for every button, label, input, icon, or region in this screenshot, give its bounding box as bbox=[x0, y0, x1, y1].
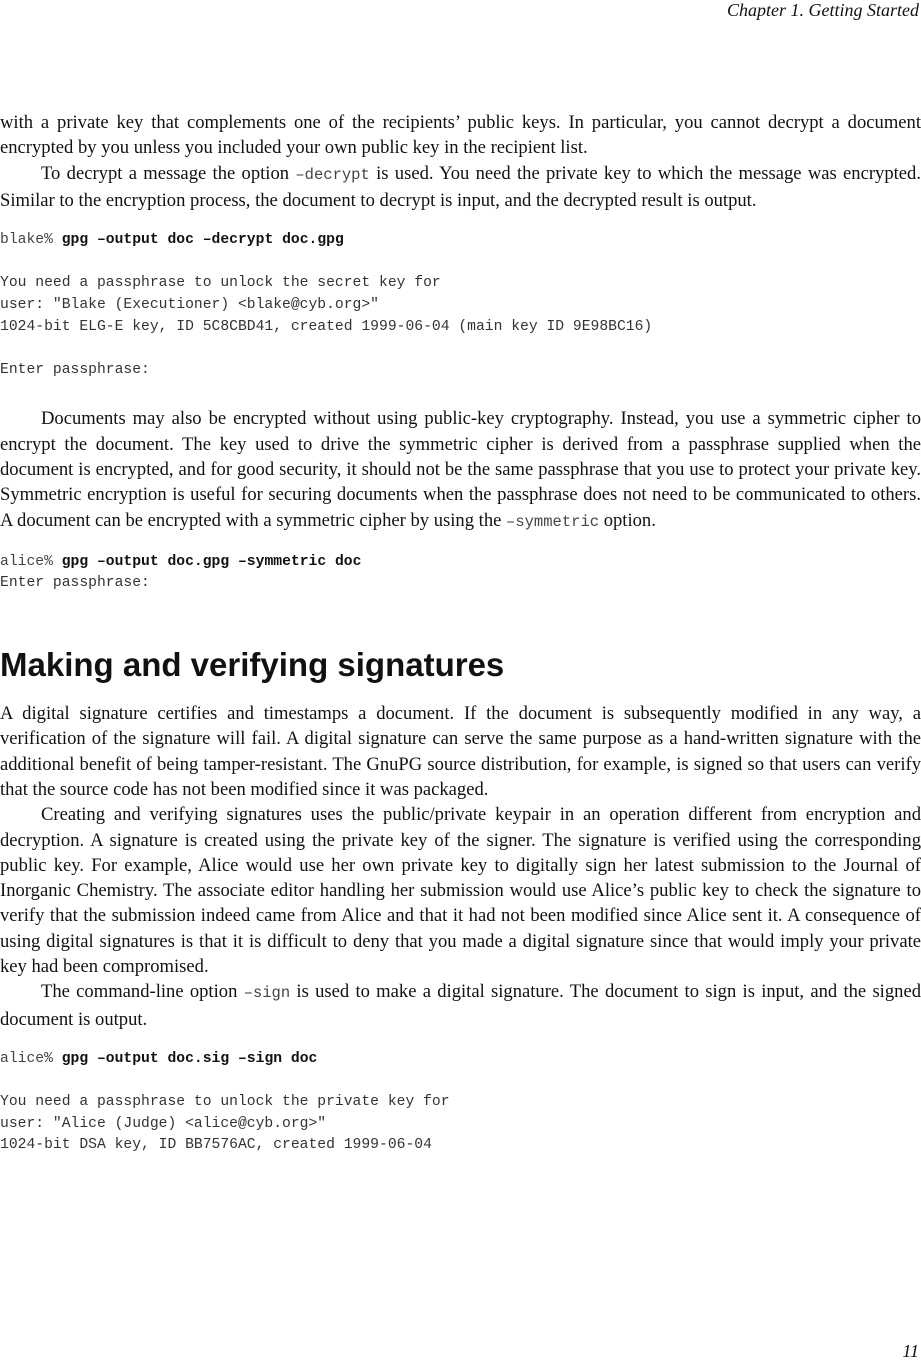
command-output: You need a passphrase to unlock the secret key for user: "Blake (Executioner) <blake@cyb.org>" 1024-bit ELG-E key, ID 5C8CBD41, created 1999-06-04 (main key ID 9E98BC16) Enter passphrase: bbox=[0, 275, 653, 378]
section-heading: Making and verifying signatures bbox=[0, 646, 505, 684]
paragraph bbox=[0, 406, 921, 534]
page-body bbox=[0, 110, 921, 1157]
paragraph: A digital signature certifies and timestamps a document. If the document is subsequently modified in any way, a verification of the signature will fail. A digital signature can serve the same purpose as a hand-written signature with the additional benefit of being tamper-resistant. The GnuPG source distribution, for example, is signed so that users can verify that the source code has not been modified since it was packaged. bbox=[0, 703, 921, 800]
shell-prompt: alice% bbox=[0, 553, 53, 570]
inline-code: –symmetric bbox=[506, 512, 600, 531]
shell-command: gpg –output doc.gpg –symmetric doc bbox=[61, 553, 362, 570]
shell-command: gpg –output doc.sig –sign doc bbox=[61, 1050, 318, 1067]
inline-code: –decrypt bbox=[295, 165, 370, 184]
text-span: To decrypt a message the option bbox=[41, 162, 296, 184]
text-span: is used to make a digital signature. The document to sign is input, and the signed document is output. bbox=[0, 981, 921, 1030]
shell-prompt: blake% bbox=[0, 232, 53, 249]
text-span: The command-line option bbox=[41, 981, 244, 1003]
code-block bbox=[0, 552, 921, 595]
command-output: Enter passphrase: bbox=[0, 575, 150, 592]
paragraph: Creating and verifying signatures uses the public/private keypair in an operation different from encryption and decryption. A signature is created using the private key of the signer. The signature is verified using the corresponding public key. For example, Alice would use her own private key to digitally sign her latest submission to the Journal of Inorganic Chemistry. The associate editor handling her submission would use Alice’s public key to check the signature to verify that the submission indeed came from Alice and that it had not been modified since Alice sent it. A consequence of using digital signatures is that it is difficult to deny that you made a digital signature since that would imply your private key had been compromised. bbox=[0, 804, 921, 977]
running-header: Chapter 1. Getting Started bbox=[727, 0, 919, 20]
shell-prompt: alice% bbox=[0, 1050, 53, 1067]
paragraph bbox=[0, 979, 921, 1032]
paragraph: with a private key that complements one of the recipients’ public keys. In particular, you cannot decrypt a document encrypted by you unless you included your own public key in the recipient list. bbox=[0, 112, 921, 159]
code-block bbox=[0, 230, 921, 381]
code-block bbox=[0, 1049, 921, 1157]
text-span: Documents may also be encrypted without using public-key cryptography. Instead, you use a symmetric cipher to encrypt the document. The key used to drive the symmetric cipher is derived from a passphrase supplied when the document is encrypted, and for good security, it should not be the same passphrase that you use to protect your private key. Symmetric encryption is useful for securing documents when the passphrase does not need to be communicated to others. A document can be encrypted with a symmetric cipher by using the bbox=[0, 408, 921, 531]
paragraph bbox=[0, 161, 921, 214]
page-number: 11 bbox=[902, 1341, 919, 1361]
inline-code: –sign bbox=[243, 984, 291, 1003]
command-output: You need a passphrase to unlock the private key for user: "Alice (Judge) <alice@cyb.org>" 1024-bit DSA key, ID BB7576AC, created 1999-06-04 bbox=[0, 1094, 450, 1154]
text-span: is used. You need the private key to which the message was encrypted. Similar to the encryption process, the document to decrypt is input, and the decrypted result is output. bbox=[0, 162, 921, 211]
shell-command: gpg –output doc –decrypt doc.gpg bbox=[61, 232, 344, 249]
text-span: option. bbox=[599, 509, 656, 531]
